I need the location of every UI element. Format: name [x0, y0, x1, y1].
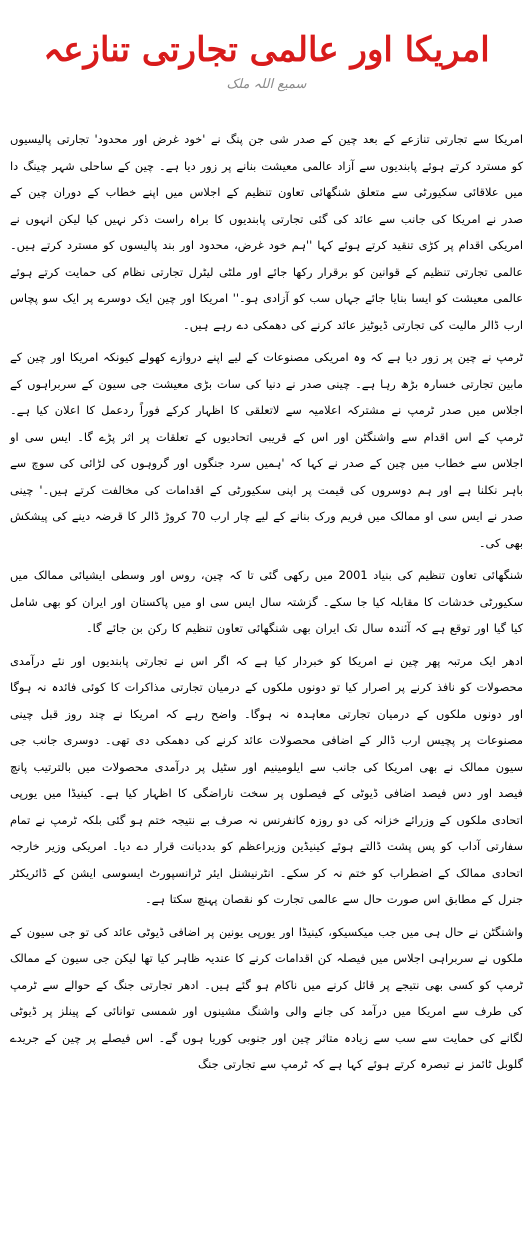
article-title: امریکا اور عالمی تجارتی تنازعہ — [43, 30, 490, 70]
article-paragraph: ٹرمپ نے چین پر زور دیا ہے کہ وہ امریکی مصنوعات کے لیے اپنے دروازے کھولے کیونکہ امریکا اور چین کے مابین تجارتی خسارہ بڑھ رہا ہے۔ چینی صدر نے دنیا کی سات بڑی معیشت جی سیون کے سربراہوں کے اجلاس میں صدر ٹرمپ نے مشترکہ اعلامیہ سے لاتعلقی کا اظہار کرکے فوراً ردعمل کا اعلان کیا ہے۔ ٹرمپ کے اس اقدام سے واشنگٹن اور اس کے قریبی اتحادیوں کے تعلقات پر اثر پڑے گا۔ ایس سی او اجلاس سے خطاب میں چین کے صدر نے کہا کہ 'ہمیں سرد جنگوں اور گروہوں کی لڑائی کی سوچ سے باہر نکلنا ہے اور ہم دوسروں کی قیمت پر اپنی سکیورٹی کے اقدامات کی مخالفت کرتے ہیں۔' چینی صدر نے ایس سی او ممالک میں فریم ورک بنانے کے لیے چار ارب 70 کروڑ ڈالر کا قرضہ دینے کی پیشکش بھی کی۔ — [10, 350, 523, 550]
author-byline: سمیع اللہ ملک — [226, 77, 307, 92]
article-paragraph: امریکا سے تجارتی تنازعے کے بعد چین کے صدر شی جن پنگ نے 'خود غرض اور محدود' تجارتی پالیسیوں کو مسترد کرتے ہوئے پابندیوں سے آزاد عالمی معیشت بنانے پر زور دیا ہے۔ چین کے ساحلی شہر چینگ دا میں علاقائی سکیورٹی سے متعلق شنگھائی تعاون تنظیم کے اجلاس میں اپنے خطاب کے دوران چین کے صدر نے امریکا کی جانب سے عائد کی گئی تجارتی پابندیوں کا براہ راست ذکر نہیں کیا لیکن انہوں نے امریکی اقدام پر کڑی تنقید کرتے ہوئے کہا ''ہم خود غرض، محدود اور بند پالیسوں کو مسترد کرتے ہیں۔ عالمی تجارتی تنظیم کے قوانین کو برقرار رکھا جائے اور ملٹی لیٹرل تجارتی نظام کی حمایت کرتے ہوئے عالمی معیشت کو ایسا بنایا جائے جہاں سب کو آزادی ہو۔'' امریکا اور چین ایک دوسرے پر ایک سو پچاس ارب ڈالر مالیت کی تجارتی ڈیوٹیز عائد کرنے کی دھمکی دے رہے ہیں۔ — [10, 132, 523, 332]
article-paragraph: واشنگٹن نے حال ہی میں جب میکسیکو، کینیڈا اور یورپی یونین پر اضافی ڈیوٹی عائد کی تو جی سیون کے ملکوں نے سربراہی اجلاس میں فیصلہ کن اقدامات کرنے کا عندیہ ظاہر کیا تھا لیکن جی سیون کے ممالک ٹرمپ کو کسی بھی نتیجے پر قائل کرنے میں ناکام ہو گئے ہیں۔ ادھر تجارتی جنگ کے حوالے سے ٹرمپ کی طرف سے امریکا میں درآمد کی جانے والی واشنگ مشینوں اور شمسی توانائی کے پینلز پر ڈیوٹی لگانے کی حمایت سے سب سے زیادہ متاثر چین اور جنوبی کوریا ہوں گے۔ اس فیصلے پر چین کے جریدے گلوبل ٹائمز نے تبصرہ کرتے ہوئے کہا ہے کہ ٹرمپ سے تجارتی جنگ — [10, 924, 523, 1071]
article-paragraph: ادھر ایک مرتبہ پھر چین نے امریکا کو خبردار کیا ہے کہ اگر اس نے تجارتی پابندیوں اور نئے درآمدی محصولات کو نافذ کرنے پر اصرار کیا تو دونوں ملکوں کے درمیان تجارتی مذاکرات کا کوئی فائدہ نہ ہوگا اور دونوں ملکوں کے درمیان تجارتی معاہدہ نہ ہوگا۔ واضح رہے کہ امریکا نے چند روز قبل چینی مصنوعات پر پچیس ارب ڈالر کے اضافی محصولات عائد کرنے کی دھمکی دی تھی۔ دوسری جانب جی سیون ممالک نے بھی امریکا کی جانب سے ایلومینیم اور سٹیل پر درآمدی محصولات میں بالترتیب پانچ فیصد اور دس فیصد اضافی ڈیوٹی کے فیصلوں پر سخت ناراضگی کا اظہار کیا ہے۔ کینیڈا میں یورپی اتحادی ملکوں کے وزرائے خزانہ کی دو روزہ کانفرنس نہ صرف بے نتیجہ ختم ہو گئی بلکہ ٹرمپ نے تمام سفارتی آداب کو پس پشت ڈالتے ہوئے کینیڈین وزیراعظم کو بددیانت قرار دے دیا۔ امریکی وزیر خارجہ اتحادی ممالک کے اضطراب کو ختم نہ کر سکے۔ انٹرنیشنل ایئر ٹرانسپورٹ ایسوسی ایشن کے ڈائریکٹر جنرل کے مطابق اس صورت حال سے عالمی تجارت کو نقصان پہنچ سکتا ہے۔ — [10, 653, 523, 906]
article-paragraph: شنگھائی تعاون تنظیم کی بنیاد 2001 میں رکھی گئی تا کہ چین، روس اور وسطی ایشیائی ممالک میں سکیورٹی خدشات کا مقابلہ کیا جا سکے۔ گزشتہ سال ایس سی او میں پاکستان اور ایران کو بھی شامل کیا گیا اور توقع ہے کہ آئندہ سال تک ایران بھی شنگھائی تعاون تنظیم کا رکن بن جائے گا۔ — [10, 568, 523, 635]
article-body — [10, 126, 523, 1078]
